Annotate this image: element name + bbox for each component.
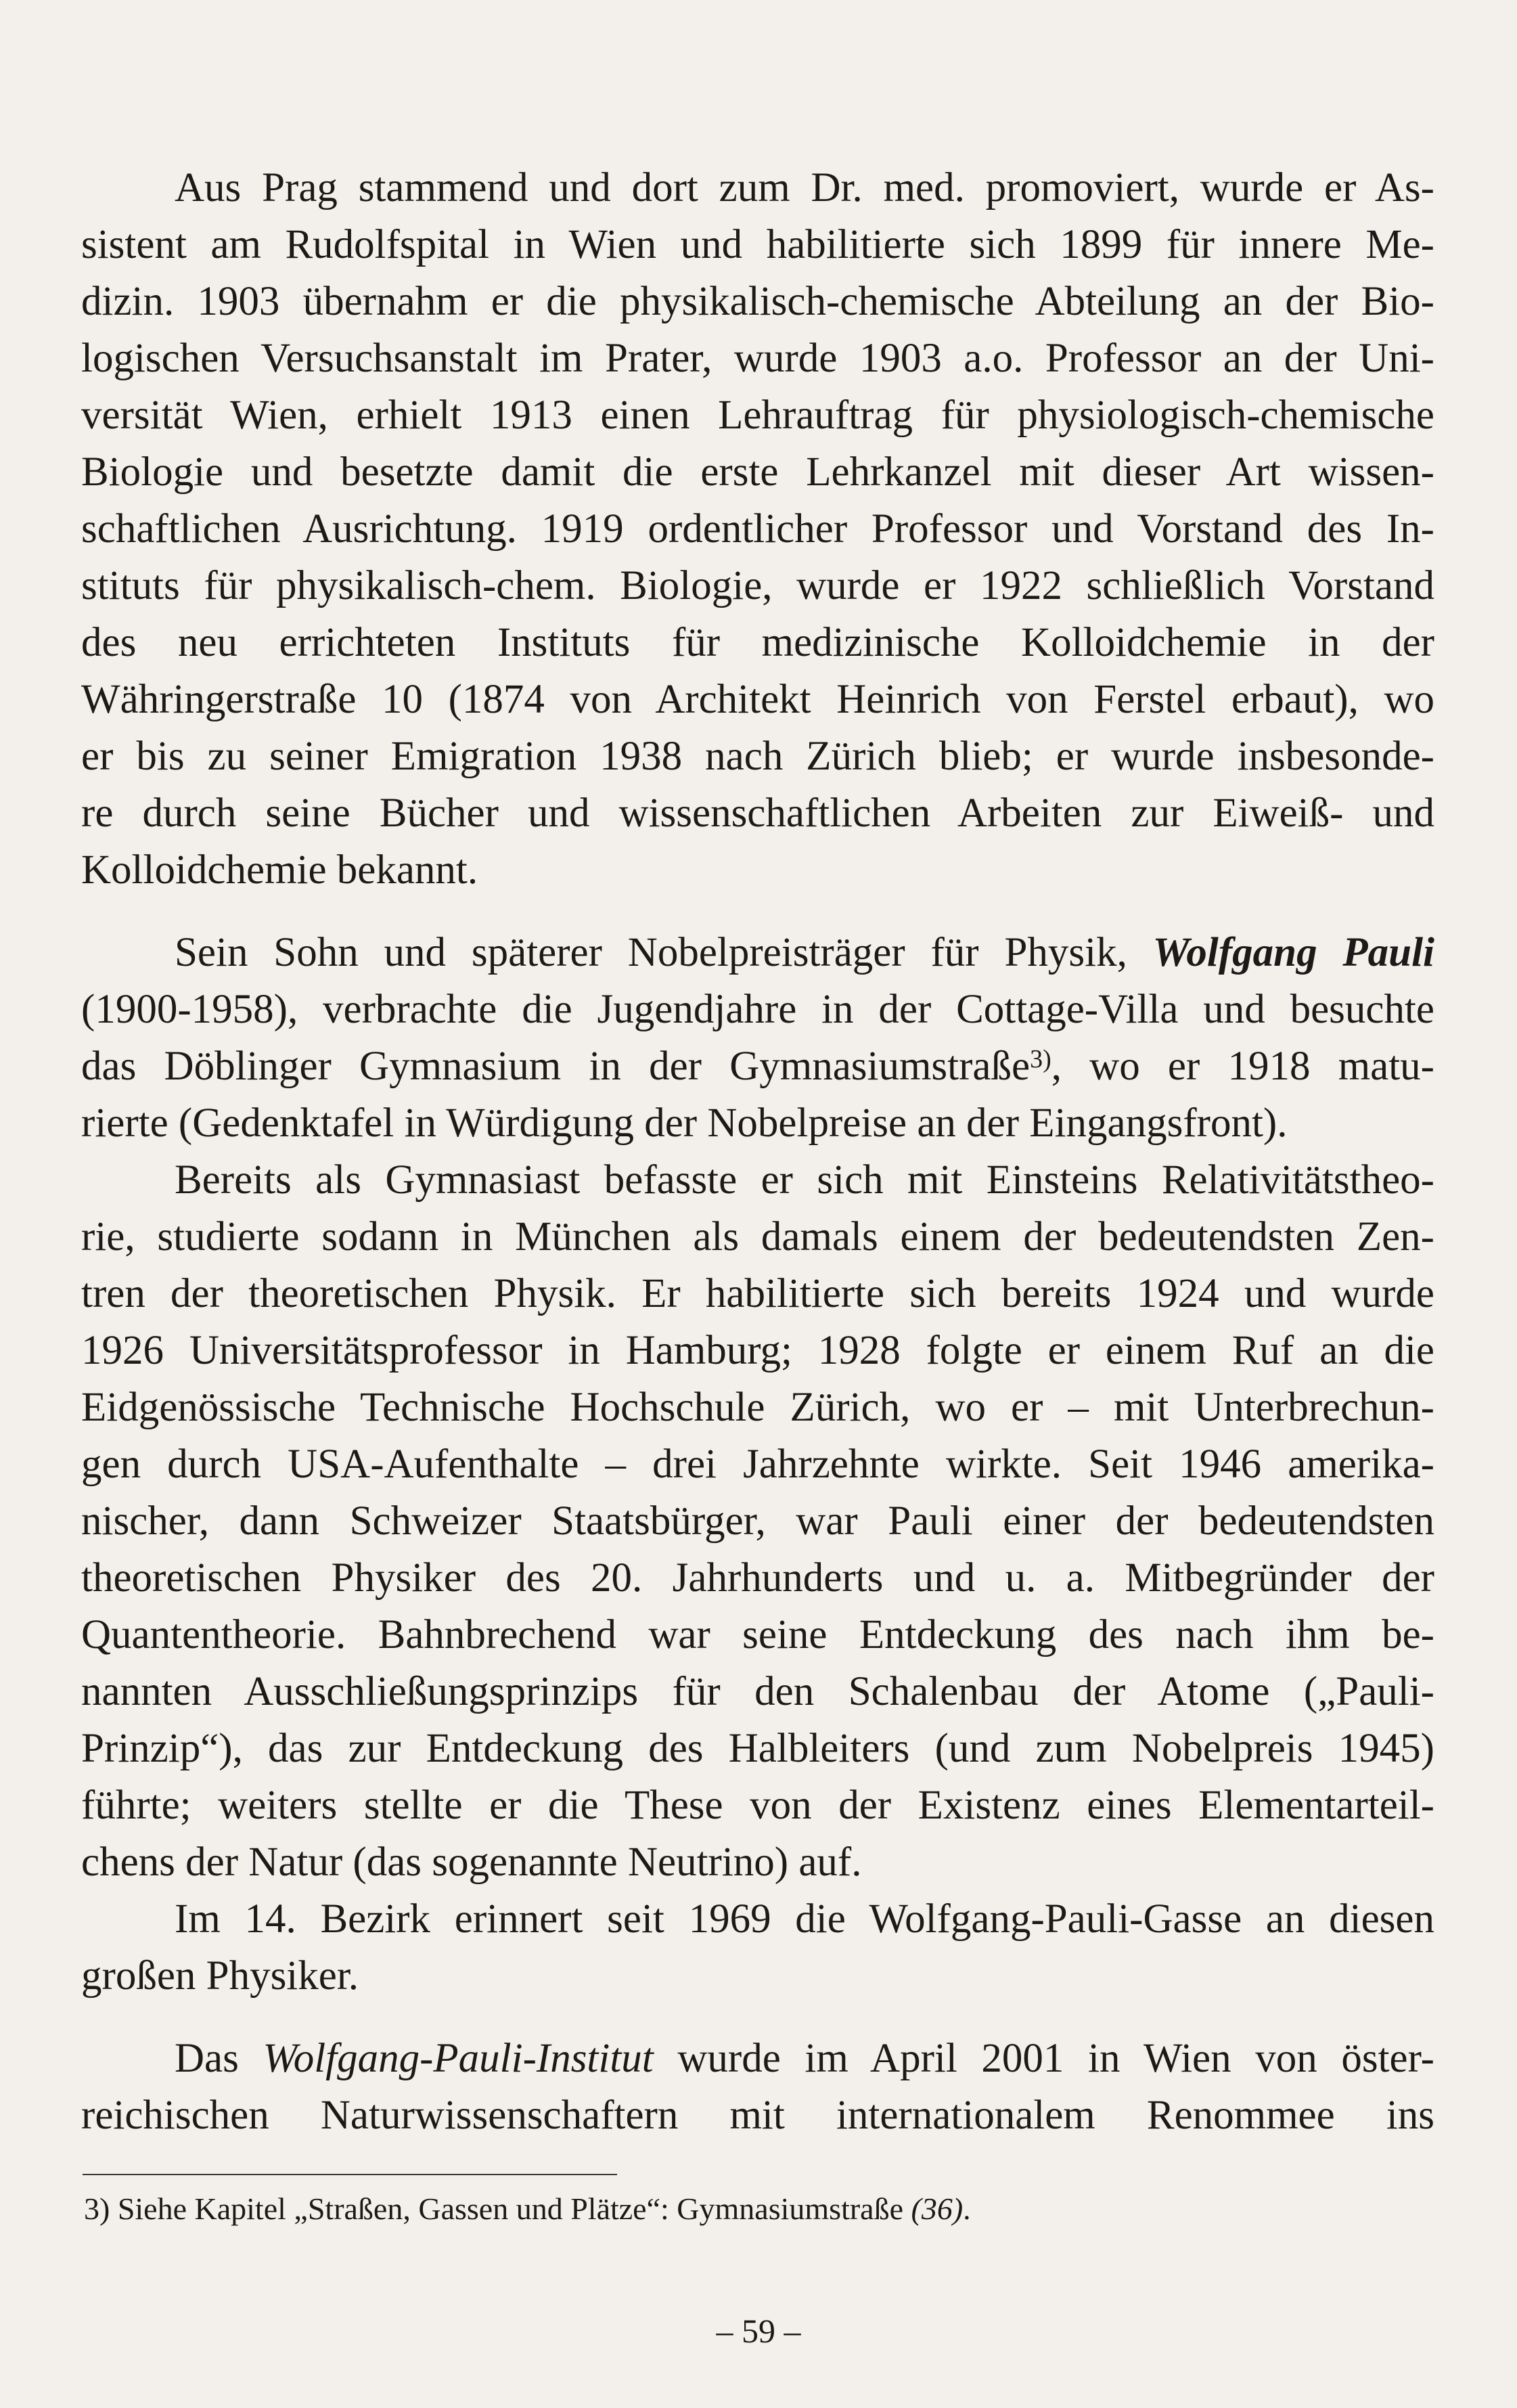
person-name-emphasis: Wolfgang Pauli [1152,930,1434,975]
text-line: er bis zu seiner Emigration 1938 nach Zürich blieb; er wurde insbesonde- [81,734,1434,779]
text-line: tren der theoretischen Physik. Er habilitierte sich bereits 1924 und wurde [81,1271,1434,1316]
body-text [81,160,1434,2144]
text-line: Aus Prag stammend und dort zum Dr. med. promoviert, wurde er As- [175,165,1434,210]
footnote-end: . [963,2191,971,2226]
text-line: gen durch USA-Aufenthalte – drei Jahrzehnte wirkte. Seit 1946 amerika- [81,1442,1434,1487]
paragraph-5 [81,2030,1434,2144]
text-line: Im 14. Bezirk erinnert seit 1969 die Wolfgang-Pauli-Gasse an diesen [175,1896,1434,1942]
text-line: des neu errichteten Instituts für medizinische Kolloidchemie in der [81,620,1434,665]
text-line [81,2030,1434,2087]
footnote [84,2189,971,2229]
text-line: re durch seine Bücher und wissenschaftlichen Arbeiten zur Eiweiß- und [81,790,1434,836]
paragraph-3 [81,1152,1434,1891]
page-number: – 59 – [716,2312,801,2350]
footnote-divider [83,2174,617,2175]
footnote-reference-number: (36) [911,2191,964,2226]
text-line: Prinzip“), das zur Entdeckung des Halbleiters (und zum Nobelpreis 1945) [81,1726,1434,1771]
text-line: nischer, dann Schweizer Staatsbürger, war Pauli einer der bedeutendsten [81,1498,1434,1544]
text-line: Quantentheorie. Bahnbrechend war seine Entdeckung des nach ihm be- [81,1612,1434,1657]
text-line: schaftlichen Ausrichtung. 1919 ordentlicher Professor und Vorstand des In- [81,506,1434,552]
text-line: sistent am Rudolfspital in Wien und habilitierte sich 1899 für innere Me- [81,222,1434,267]
text-line: logischen Versuchsanstalt im Prater, wurde 1903 a.o. Professor an der Uni- [81,336,1434,381]
text-line: 1926 Universitätsprofessor in Hamburg; 1928 folgte er einem Ruf an die [81,1328,1434,1373]
text-segment: das Döblinger Gymnasium in der Gymnasiumstraße [81,1044,1031,1089]
text-line: stituts für physikalisch-chem. Biologie, wurde er 1922 schließlich Vorstand [81,563,1434,608]
paragraph-gap [81,2005,1434,2030]
text-line: chens der Natur (das sogenannte Neutrino) auf. [81,1840,862,1885]
text-line: Währingerstraße 10 (1874 von Architekt Heinrich von Ferstel erbaut), wo [81,677,1434,722]
text-line: Biologie und besetzte damit die erste Lehrkanzel mit dieser Art wissen- [81,449,1434,495]
text-segment: wurde im April 2001 in Wien von öster- [653,2036,1434,2081]
text-line: Kolloidchemie bekannt. [81,847,478,893]
text-line: dizin. 1903 übernahm er die physikalisch-chemische Abteilung an der Bio- [81,279,1434,324]
text-line: großen Physiker. [81,1953,359,1999]
text-line: rie, studierte sodann in München als damals einem der bedeutendsten Zen- [81,1214,1434,1259]
text-line [81,1038,1434,1095]
paragraph-1 [81,160,1434,899]
text-segment: Sein Sohn und späterer Nobelpreisträger für Physik, [175,930,1153,975]
text-line: versität Wien, erhielt 1913 einen Lehrauftrag für physiologisch-chemische [81,393,1434,438]
text-line: führte; weiters stellte er die These von der Existenz eines Elementarteil- [81,1783,1434,1828]
paragraph-2 [81,924,1434,1152]
institute-name-emphasis: Wolfgang-Pauli-Institut [263,2036,654,2081]
text-line [81,924,1434,981]
text-line: nannten Ausschließungsprinzips für den Schalenbau der Atome („Pauli- [81,1669,1434,1714]
text-line: theoretischen Physiker des 20. Jahrhunderts und u. a. Mitbegründer der [81,1555,1434,1601]
text-segment: Das [175,2036,263,2081]
paragraph-4 [81,1891,1434,2005]
text-line: (1900-1958), verbrachte die Jugendjahre in der Cottage-Villa und besuchte [81,987,1434,1032]
text-line: Eidgenössische Technische Hochschule Zürich, wo er – mit Unterbrechun- [81,1385,1434,1430]
text-segment: , wo er 1918 matu- [1051,1044,1434,1089]
footnote-text: 3) Siehe Kapitel „Straßen, Gassen und Plätze“: Gymnasiumstraße [84,2191,911,2226]
text-line: reichischen Naturwissenschaftern mit internationalem Renommee ins [81,2093,1434,2138]
text-line: Bereits als Gymnasiast befasste er sich mit Einsteins Relativitätstheo- [175,1157,1434,1203]
footnote-reference[interactable]: 3) [1030,1045,1051,1073]
paragraph-gap [81,899,1434,924]
text-line: rierte (Gedenktafel in Würdigung der Nobelpreise an der Eingangsfront). [81,1100,1288,1146]
